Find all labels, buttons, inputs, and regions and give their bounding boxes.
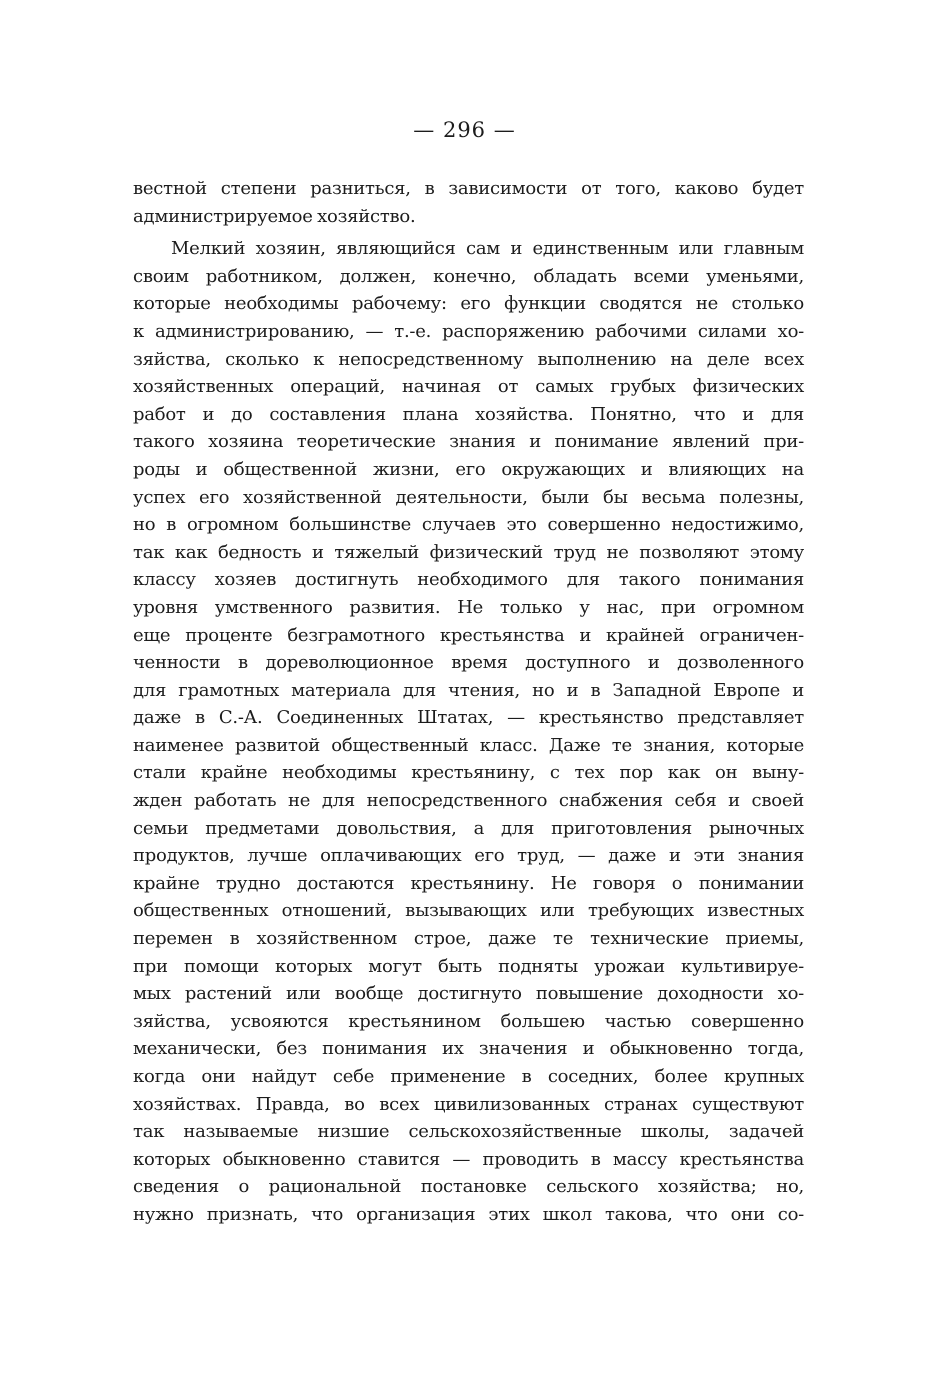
text-line: нужно признать, что организация этих школ такова, что они со- (133, 1203, 804, 1225)
text-line: которые необходимы рабочему: его функции сводятся не столько (133, 293, 804, 315)
text-line: Мелкий хозяин, являющийся сам и единственным или главным (171, 238, 804, 260)
text-line: сведения о рациональной постановке сельского хозяйства; но, (133, 1176, 804, 1198)
text-line: так называемые низшие сельскохозяйственные школы, задачей (133, 1121, 804, 1143)
text-line: продуктов, лучше оплачивающих его труд, — даже и эти знания (133, 845, 804, 867)
text-line: роды и общественной жизни, его окружающих и влияющих на (133, 458, 804, 480)
text-line: хозяйствах. Правда, во всех цивилизованных странах существуют (133, 1093, 804, 1115)
text-line: ченности в дореволюционное время доступного и дозволенного (133, 652, 804, 674)
text-line: классу хозяев достигнуть необходимого для такого понимания (133, 569, 804, 591)
text-line: семьи предметами довольствия, а для приготовления рыночных (133, 817, 804, 839)
text-line: при помощи которых могут быть подняты урожаи культивируе- (133, 955, 804, 977)
text-line: уровня умственного развития. Не только у нас, при огромном (133, 596, 804, 618)
text-line: успех его хозяйственной деятельности, были бы весьма полезны, (133, 486, 804, 508)
text-line: когда они найдут себе применение в соседних, более крупных (133, 1066, 804, 1087)
body-text (133, 175, 804, 1229)
paragraph-2 (133, 235, 804, 1228)
text-line: механически, без понимания их значения и обыкновенно тогда, (133, 1038, 804, 1060)
text-line: зяйства, усвояются крестьянином большею частью совершенно (133, 1010, 804, 1032)
text-line: но в огромном большинстве случаев это совершенно недостижимо, (133, 514, 804, 536)
text-line: работ и до составления плана хозяйства. Понятно, что и для (133, 403, 804, 425)
text-line: такого хозяина теоретические знания и понимание явлений при- (133, 431, 804, 453)
text-line: наименее развитой общественный класс. Даже те знания, которые (133, 734, 804, 756)
text-line: стали крайне необходимы крестьянину, с тех пор как он выну- (133, 762, 804, 784)
text-line: которых обыкновенно ставится — проводить в массу крестьянства (133, 1148, 804, 1170)
text-line: мых растений или вообще достигнуто повышение доходности хо- (133, 983, 804, 1005)
page-number: — 296 — (413, 118, 516, 142)
text-line: крайне трудно достаются крестьянину. Не говоря о понимании (133, 872, 804, 894)
text-line: так как бедность и тяжелый физический труд не позволяют этому (133, 541, 804, 563)
text-line: даже в С.-А. Соединенных Штатах, — крестьянство представляет (133, 707, 804, 729)
text-line: своим работником, должен, конечно, обладать всеми уменьями, (133, 265, 804, 287)
text-line: для грамотных материала для чтения, но и в Западной Европе и (133, 679, 804, 701)
text-line: зяйства, сколько к непосредственному выполнению на деле всех (133, 348, 804, 370)
text-line: перемен в хозяйственном строе, даже те технические приемы, (133, 928, 804, 950)
text-line: хозяйственных операций, начиная от самых грубых физических (133, 376, 804, 398)
paragraph-1 (133, 175, 804, 230)
text-line: жден работать не для непосредственного снабжения себя и своей (133, 790, 804, 812)
text-line: к администрированию, — т.-е. распоряжению рабочими силами хо- (133, 320, 804, 342)
text-line: вестной степени разниться, в зависимости от того, каково будет (133, 178, 804, 199)
text-line: общественных отношений, вызывающих или требующих известных (133, 900, 804, 922)
text-line: еще проценте безграмотного крестьянства и крайней ограничен- (133, 624, 804, 646)
text-line: администрируемое хозяйство. (133, 205, 416, 227)
